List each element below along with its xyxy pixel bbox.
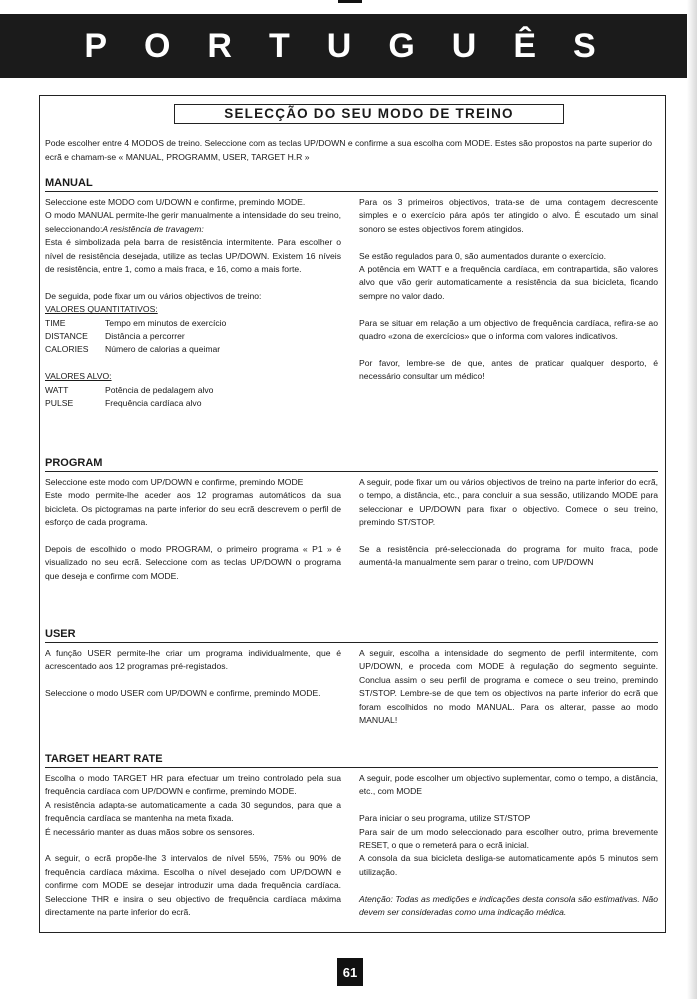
quant-values-title: VALORES QUANTITATIVOS:	[45, 304, 158, 315]
section-user	[45, 627, 658, 726]
target-values-title: VALORES ALVO:	[45, 371, 112, 382]
program-right-column	[359, 476, 658, 570]
manual-italic-text: A resistência de travagem:	[102, 223, 204, 234]
page-edge-mark	[338, 0, 362, 3]
target-text: A seguir, o ecrã propõe-lhe 3 intervalos de nível 55%, 75% ou 90% de frequência cardíaca máxima. Escolha o nível desejado com UP/DOWN e confirme com MODE se desejar introduzir uma dada frequência cardíaca. Seleccione THR e insira o seu objectivo de frequência cardíaca máxima directamente na parte inferior do ecrã.	[45, 853, 341, 918]
quant-key: DISTANCE	[45, 331, 88, 342]
target-left-column	[45, 772, 341, 919]
disclaimer-note: Atenção: Todas as medições e indicações desta consola são estimativas. Não devem ser consideradas como uma indicação médica.	[359, 893, 658, 918]
program-text: Seleccione este modo com UP/DOWN e confirme, premindo MODE	[45, 477, 304, 487]
target-text: Escolha o modo TARGET HR para efectuar um treino controlado pela sua frequência cardíaca com UP/DOWN e confirme, premindo MODE.	[45, 773, 341, 797]
manual-text-part: O modo MANUAL permite-lhe gerir manualmente a intensidade do seu treino, seleccionando:	[45, 210, 341, 234]
manual-text: Para os 3 primeiros objectivos, trata-se de uma contagem decrescente simples e o exercício pára após ter atingido o alvo. É escutado um sinal sonoro se estes objectivos forem atingidos.	[359, 197, 658, 234]
quant-row	[45, 317, 341, 330]
manual-text: Para se situar em relação a um objectivo de frequência cardíaca, refira-se ao quadro «zona de exercícios» que o informa com valores indicativos.	[359, 317, 658, 342]
target-row	[45, 384, 341, 397]
quant-desc: Número de calorias a queimar	[105, 344, 221, 355]
manual-text: De seguida, pode fixar um ou vários objectivos de treino:	[45, 290, 262, 301]
target-desc: Frequência cardíaca alvo	[105, 398, 202, 409]
target-key: WATT	[45, 384, 69, 395]
section-target-heart-rate	[45, 752, 658, 918]
target-row	[45, 397, 341, 410]
quant-key: TIME	[45, 317, 66, 328]
program-text: A seguir, pode fixar um ou vários objectivos de treino na parte inferior do ecrã, o tempo, a distância, etc., para concluir a sua sessão, utilizando MODE para seleccionar e UP/DOWN para fixar o objectivo. Comece o seu treino, premindo ST/STOP.	[359, 477, 658, 528]
section-heading-manual: MANUAL	[45, 176, 658, 192]
target-desc: Potência de pedalagem alvo	[105, 384, 214, 395]
manual-text: Esta é simbolizada pela barra de resistência intermitente. Para escolher o nível de resistência desejada, utilize as teclas UP/DOWN. Existem 16 níveis de resistência, entre 1, como a mais fraca, e 16, como a mais forte.	[45, 237, 341, 275]
manual-text: Por favor, lembre-se de que, antes de praticar qualquer desporto, é necessário consultar um médico!	[359, 357, 658, 382]
quant-key: CALORIES	[45, 344, 89, 355]
section-manual	[45, 176, 658, 409]
user-text: A seguir, escolha a intensidade do segmento de perfil intermitente, com UP/DOWN, e proceda com MODE à regulação do segmento seguinte. Conclua assim o seu perfil de programa e comece o seu treino, premindo ST/STOP. Lembre-se de que tem os objectivos na parte inferior do ecrã que foram escolhidos no modo MANUAL. Para os alterar, passe ao modo MANUAL!	[359, 648, 658, 726]
target-text: Para iniciar o seu programa, utilize ST/STOP	[359, 813, 531, 824]
target-text: É necessário manter as duas mãos sobre os sensores.	[45, 826, 255, 837]
manual-text: Seleccione este MODO com U/DOWN e confirme, premindo MODE.	[45, 197, 306, 207]
user-right-column	[359, 647, 658, 727]
quant-row	[45, 330, 341, 343]
manual-text: A potência em WATT e a frequência cardíaca, em contrapartida, são valores alvo que vão gerir automaticamente a resistência da sua bicicleta, ficando sempre no valor dado.	[359, 264, 658, 301]
page-number: 61	[337, 958, 363, 986]
page-shadow	[687, 0, 697, 999]
target-text: A resistência adapta-se automaticamente a cada 30 segundos, para que a frequência cardíaca se mantenha na meta fixada.	[45, 799, 341, 824]
target-right-column	[359, 772, 658, 919]
section-program	[45, 456, 658, 581]
language-banner: PORTUGUÊS	[0, 14, 687, 78]
user-text: A função USER permite-lhe criar um programa individualmente, que é acrescentado aos 12 programas pré-registados.	[45, 648, 341, 672]
program-text: Depois de escolhido o modo PROGRAM, o primeiro programa « P1 » é visualizado no seu ecrã. Seleccione com as teclas UP/DOWN o programa que deseja e confirme com MODE.	[45, 544, 341, 581]
section-heading-program: PROGRAM	[45, 456, 658, 472]
manual-left-column	[45, 196, 341, 410]
content-frame	[39, 95, 666, 933]
target-key: PULSE	[45, 398, 74, 409]
target-text: A seguir, pode escolher um objectivo suplementar, como o tempo, a distância, etc., com MODE	[359, 773, 658, 797]
user-text: Seleccione o modo USER com UP/DOWN e confirme, premindo MODE.	[45, 688, 321, 699]
page-title: SELECÇÃO DO SEU MODO DE TREINO	[174, 104, 564, 124]
manual-text	[45, 209, 341, 236]
program-text: Se a resistência pré-seleccionada do programa for muito fraca, pode aumentá-la manualmente sem parar o treino, com UP/DOWN	[359, 544, 658, 568]
section-heading-user: USER	[45, 627, 658, 643]
quant-desc: Distância a percorrer	[105, 331, 185, 342]
target-text: A consola da sua bicicleta desliga-se automaticamente após 5 minutos sem utilização.	[359, 853, 658, 877]
manual-text: Se estão regulados para 0, são aumentados durante o exercício.	[359, 250, 606, 261]
manual-right-column	[359, 196, 658, 384]
intro-text: Pode escolher entre 4 MODOS de treino. Seleccione com as teclas UP/DOWN e confirme a sua escolha com MODE. Estes são propostos na parte superior do ecrã e chamam-se « MANUAL, PROGRAMM, USER, TARGET H.R »	[45, 138, 653, 162]
user-left-column	[45, 647, 341, 701]
quant-desc: Tempo em minutos de exercício	[105, 317, 227, 328]
target-text: Para sair de um modo seleccionado para escolher outro, prima brevemente RESET, o que o remeterá para o ecrã inicial.	[359, 826, 658, 851]
section-heading-target-heart-rate: TARGET HEART RATE	[45, 752, 658, 768]
program-left-column	[45, 476, 341, 583]
quant-row	[45, 343, 341, 356]
program-text: Este modo permite-lhe aceder aos 12 programas automáticos da sua bicicleta. Os pictogramas na parte inferior do seu ecrã descrevem o perfil de esforço de cada programa.	[45, 490, 341, 528]
